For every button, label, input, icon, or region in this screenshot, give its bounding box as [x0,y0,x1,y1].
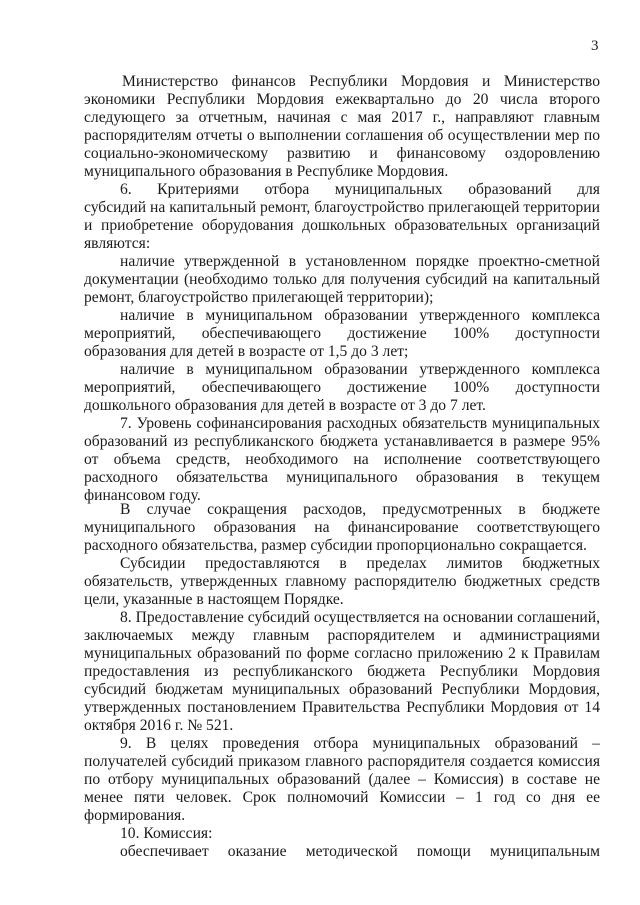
text-line: финансовом году. [84,487,201,504]
text-line: от объема средств, необходимого на исполнение соответствующего [84,451,600,468]
text-line: муниципальных образований по форме согласно приложению 2 к Правилам [84,645,600,662]
text-line: документации (необходимо только для получения субсидий на капитальный [84,271,600,288]
text-line: мероприятий, обеспечивающего достижение 100% доступности [84,379,600,396]
text-line: ремонт, благоустройство прилегающей территории); [84,289,434,306]
text-line: менее пяти человек. Срок полномочий Комиссии – 1 год со дня ее [84,789,600,806]
text-line: являются: [84,235,151,252]
text-line: 8. Предоставление субсидий осуществляется на основании соглашений, [120,609,600,626]
text-line: Субсидии предоставляются в пределах лимитов бюджетных [120,555,600,572]
page-number: 3 [591,38,599,54]
text-line: наличие в муниципальном образовании утвержденного комплекса [120,361,600,378]
text-line: субсидий бюджетам муниципальных образований Республики Мордовия, [84,681,600,698]
text-line: 6. Критериями отбора муниципальных образований для [120,181,600,198]
text-line: предоставления из республиканского бюджета Республики Мордовия [84,663,600,680]
text-line: формирования. [84,807,186,824]
text-line: социально-экономическому развитию и финансовому оздоровлению [84,145,600,162]
text-line: 7. Уровень софинансирования расходных обязательств муниципальных [120,415,600,432]
text-line: расходного обязательства, размер субсидии пропорционально сокращается. [84,537,587,554]
text-line: экономики Республики Мордовия ежеквартально до 20 числа второго [84,91,600,108]
text-line: Министерство финансов Республики Мордовия и Министерство [122,73,600,90]
text-line: муниципального образования на финансирование соответствующего [84,519,600,536]
text-line: мероприятий, обеспечивающего достижение 100% доступности [84,325,600,342]
text-line: наличие утвержденной в установленном порядке проектно-сметной [120,253,600,270]
text-line: расходного обязательства муниципального образования в текущем [84,469,600,486]
text-line: образования для детей в возрасте от 1,5 до 3 лет; [84,343,409,360]
text-line: по отбору муниципальных образований (далее – Комиссия) в составе не [84,771,600,788]
text-line: дошкольного образования для детей в возрасте от 3 до 7 лет. [84,397,486,414]
text-line: и приобретение оборудования дошкольных образовательных организаций [84,217,600,234]
text-line: получателей субсидий приказом главного распорядителя создается комиссия [84,753,600,770]
text-line: обязательств, утвержденных главному распорядителю бюджетных средств [84,573,600,590]
text-line: следующего за отчетным, начиная с мая 2017 г., направляют главным [84,109,600,126]
text-line: обеспечивает оказание методической помощи муниципальным [120,843,600,860]
text-line: муниципального образования в Республике Мордовия. [84,163,449,180]
text-line: октября 2016 г. № 521. [84,717,234,734]
text-line: образований из республиканского бюджета устанавливается в размере 95% [84,433,600,450]
text-line: 10. Комиссия: [120,825,213,842]
text-line: распорядителям отчеты о выполнении соглашения об осуществлении мер по [84,127,600,144]
text-line: В случае сокращения расходов, предусмотренных в бюджете [120,501,600,518]
text-line: цели, указанные в настоящем Порядке. [84,591,344,608]
text-line: утвержденных постановлением Правительства Республики Мордовия от 14 [84,699,600,716]
text-line: 9. В целях проведения отбора муниципальных образований – [120,735,600,752]
text-line: субсидий на капитальный ремонт, благоустройство прилегающей территории [84,199,600,216]
text-line: наличие в муниципальном образовании утвержденного комплекса [120,307,600,324]
text-line: заключаемых между главным распорядителем и администрациями [84,627,600,644]
